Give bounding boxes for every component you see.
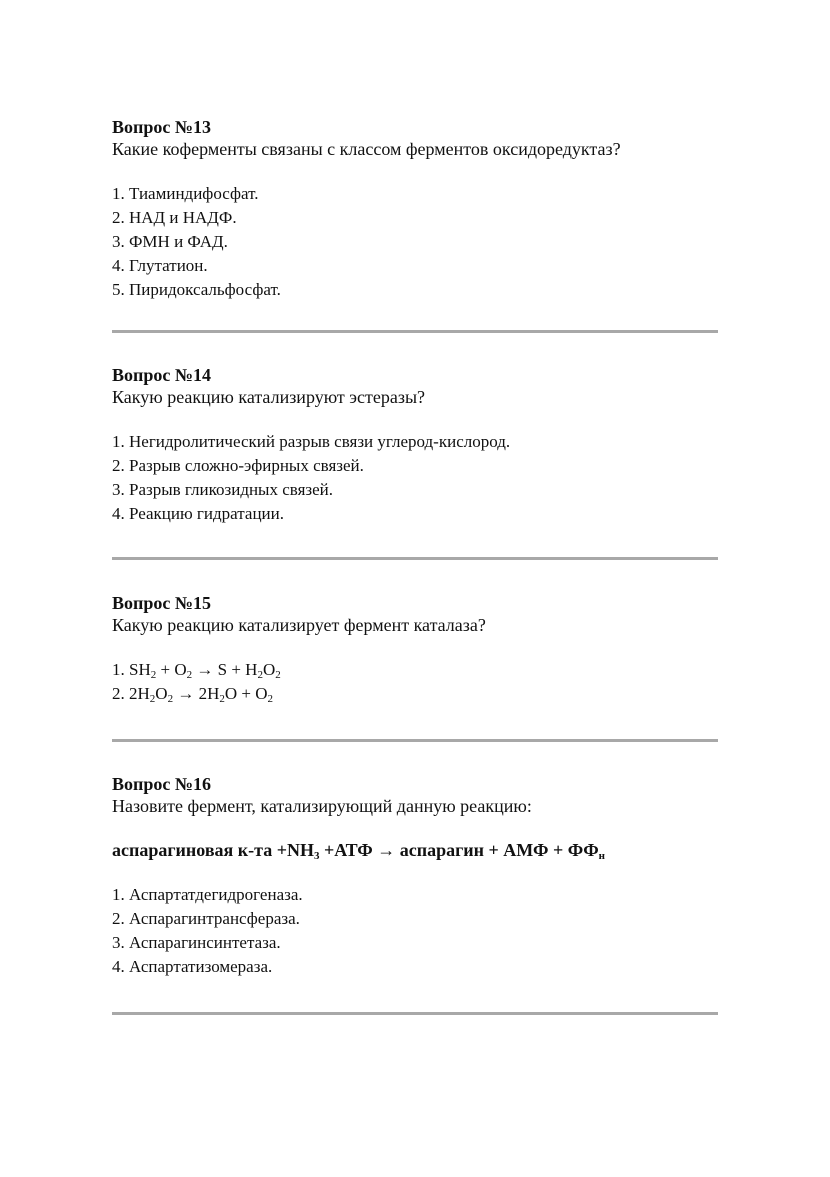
answer-list bbox=[112, 883, 718, 979]
answer-number: 1. bbox=[112, 660, 125, 679]
question-text: Какие коферменты связаны с классом ферментов оксидоредуктаз? bbox=[112, 139, 621, 159]
divider bbox=[112, 330, 718, 333]
divider bbox=[112, 1012, 718, 1015]
question-13 bbox=[112, 116, 718, 302]
answer-option: 1. Тиаминдифосфат. bbox=[112, 184, 259, 203]
answer-option: 3. Разрыв гликозидных связей. bbox=[112, 480, 334, 499]
question-title: Вопрос №16 bbox=[112, 774, 211, 794]
divider bbox=[112, 557, 718, 560]
answer-option: 3. ФМН и ФАД. bbox=[112, 232, 228, 251]
question-title: Вопрос №15 bbox=[112, 593, 211, 613]
question-title: Вопрос №14 bbox=[112, 365, 211, 385]
reaction-formula: аспарагиновая $к-та +NH_3 +АТФ$ → аспарагин + АМФ + $ФФ_н$ bbox=[112, 840, 606, 862]
answer-option: 4. Аспартатизомераза. bbox=[112, 957, 273, 976]
answer-list bbox=[112, 182, 718, 302]
answer-option: 2. НАД и НАДФ. bbox=[112, 208, 237, 227]
question-title: Вопрос №13 bbox=[112, 117, 211, 137]
answer-option bbox=[112, 682, 718, 706]
answer-number: 2. bbox=[112, 684, 125, 703]
answer-option: 3. Аспарагинсинтетаза. bbox=[112, 933, 281, 952]
question-text: Какую реакцию катализирует фермент каталаза? bbox=[112, 615, 486, 635]
question-16 bbox=[112, 773, 718, 979]
answer-option bbox=[112, 658, 718, 682]
answer-list bbox=[112, 430, 718, 526]
question-15 bbox=[112, 592, 718, 706]
answer-option: 5. Пиридоксальфосфат. bbox=[112, 280, 281, 299]
answer-option: 2. Аспарагинтрансфераза. bbox=[112, 909, 300, 928]
reaction-equation: $2H_2O_2 \to 2H_2O + O_2$ bbox=[129, 684, 273, 705]
answer-option: 1. Негидролитический разрыв связи углерод-кислород. bbox=[112, 432, 511, 451]
answer-option: 4. Реакцию гидратации. bbox=[112, 504, 284, 523]
reaction-equation: $SH_2 + O_2 \to S + H_2O_2$ bbox=[129, 660, 281, 681]
question-text: Назовите фермент, катализирующий данную реакцию: bbox=[112, 796, 532, 816]
answer-option: 4. Глутатион. bbox=[112, 256, 208, 275]
answer-option: 1. Аспартатдегидрогеназа. bbox=[112, 885, 303, 904]
question-text: Какую реакцию катализируют эстеразы? bbox=[112, 387, 426, 407]
divider bbox=[112, 739, 718, 742]
question-14 bbox=[112, 364, 718, 526]
answer-list bbox=[112, 658, 718, 706]
answer-option: 2. Разрыв сложно-эфирных связей. bbox=[112, 456, 364, 475]
